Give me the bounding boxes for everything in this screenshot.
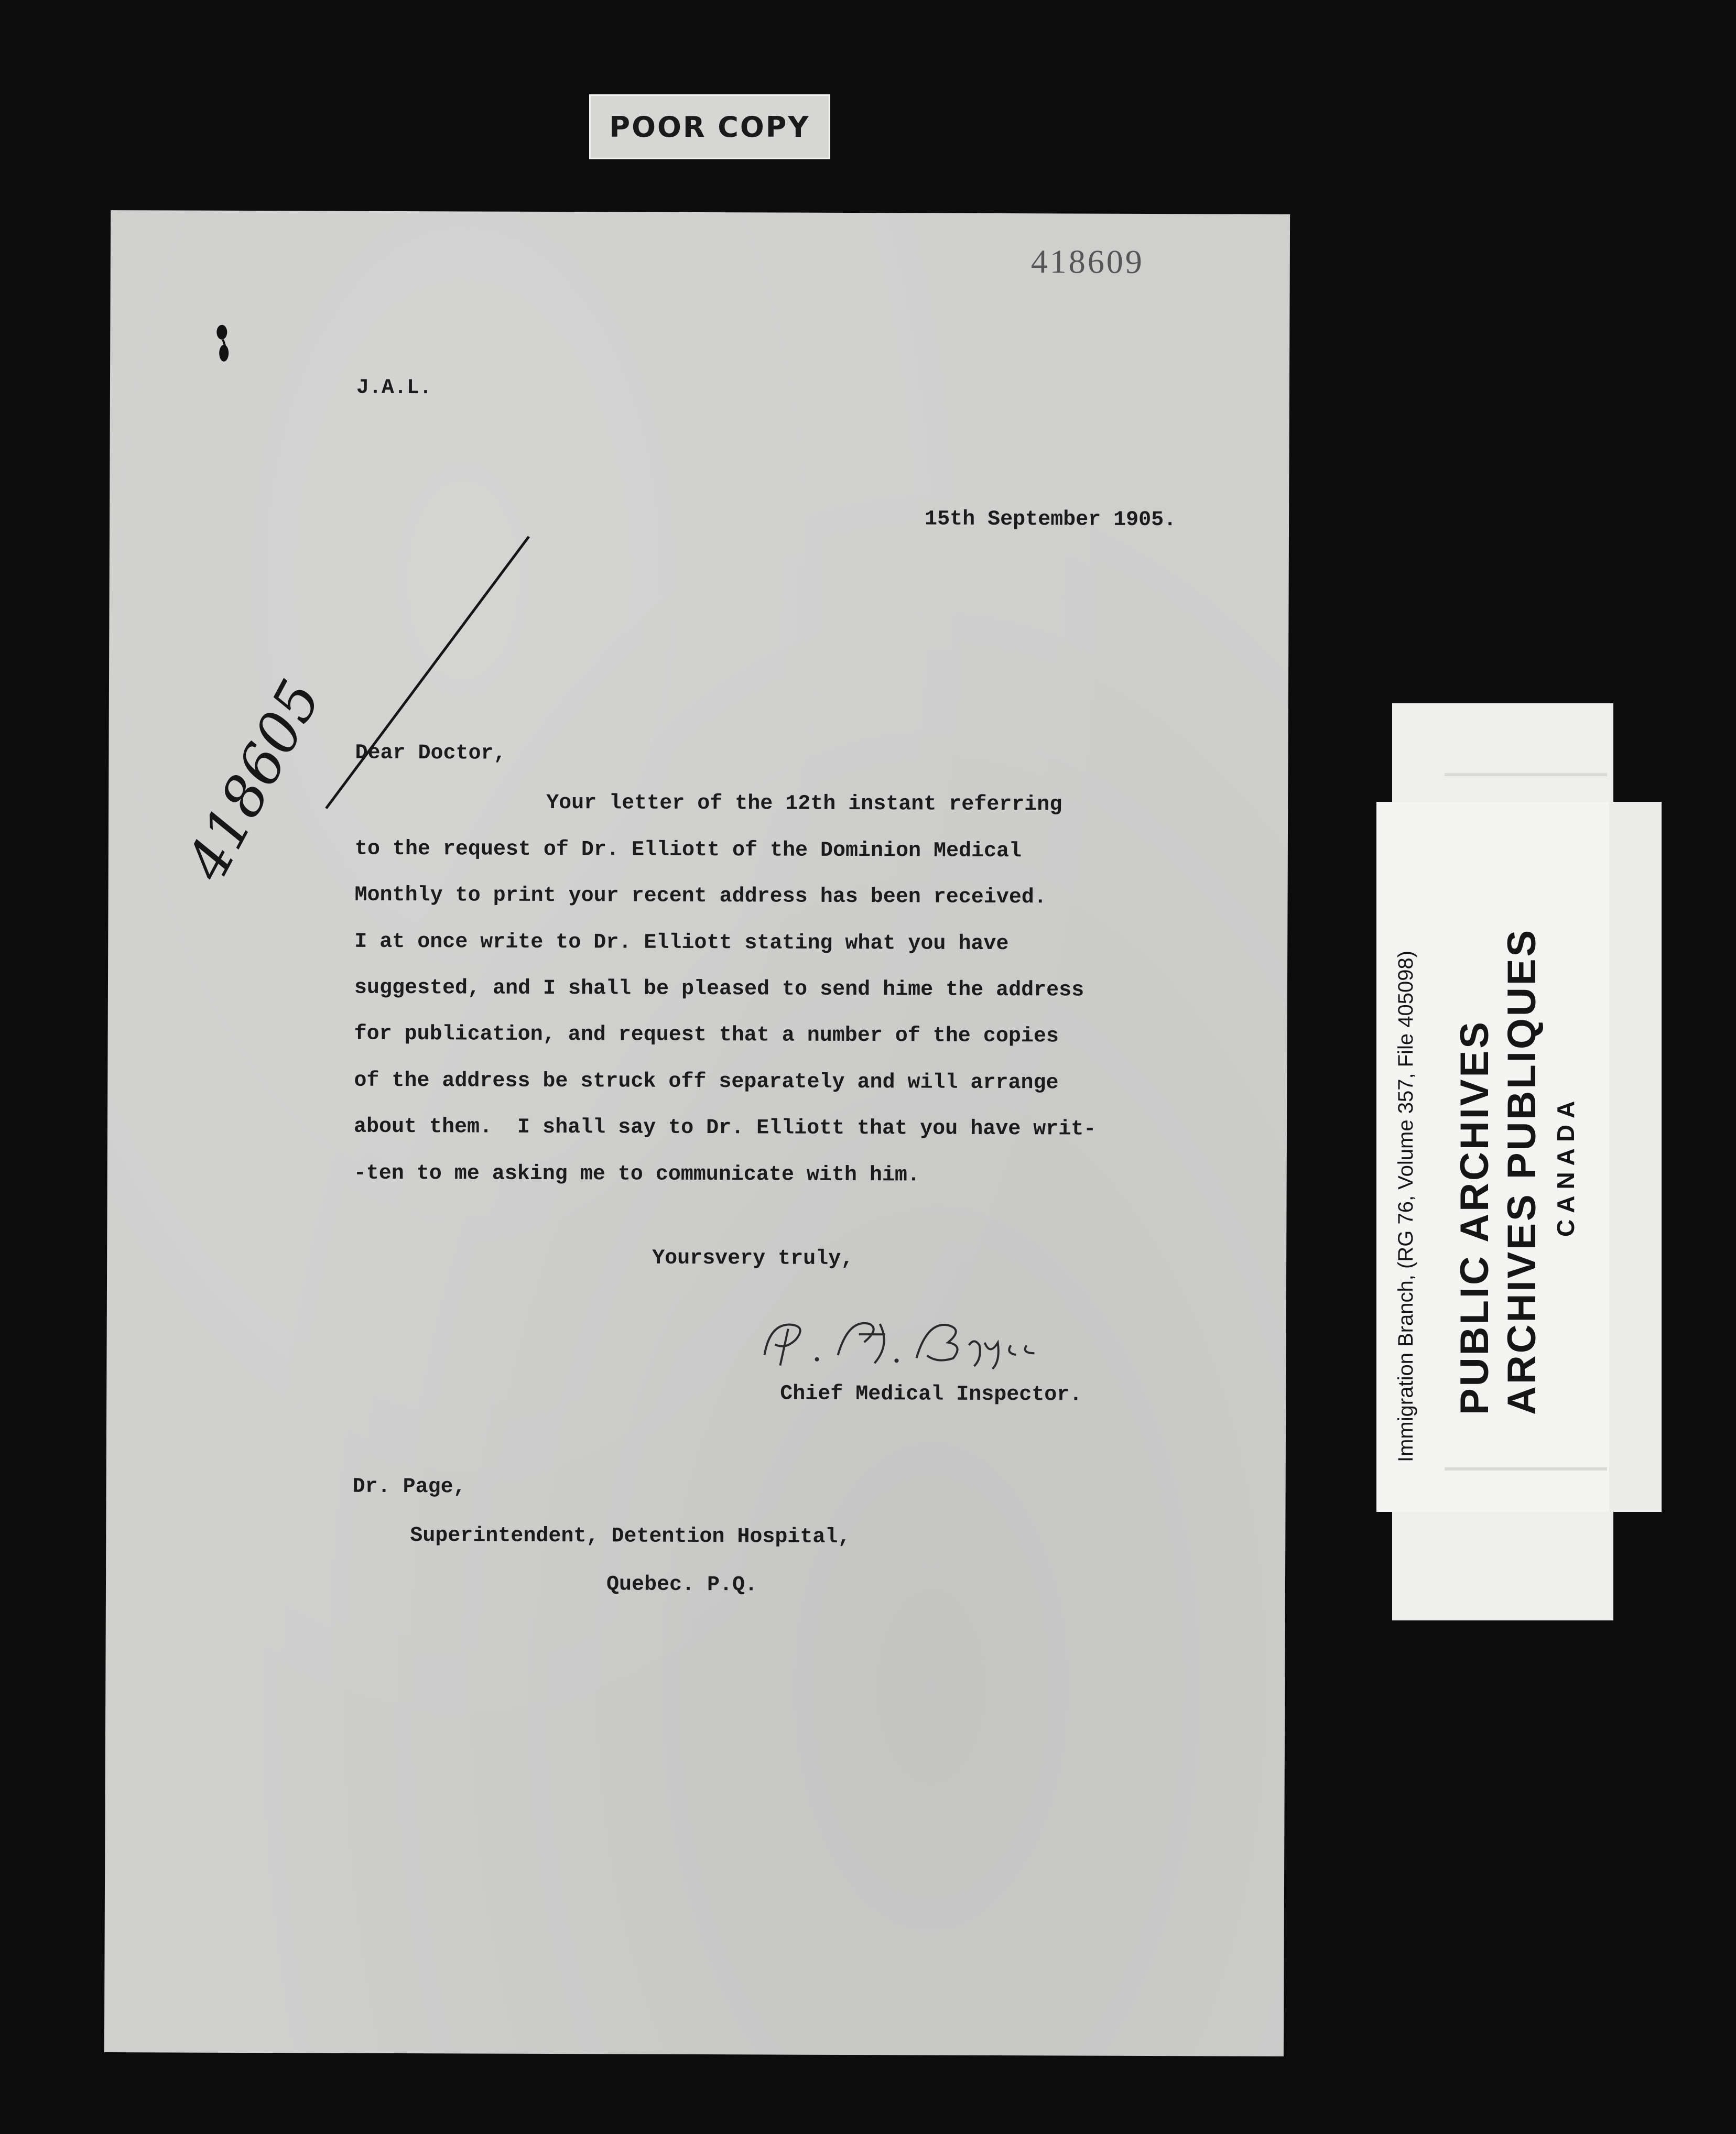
closing: Yoursvery truly, [652,1246,854,1271]
archive-country: CANADA [1552,1094,1579,1237]
body-line: of the address be struck off separately and will arrange [354,1069,1059,1095]
poor-copy-text: POOR COPY [609,110,810,144]
poor-copy-label [589,94,830,159]
handwritten-file-number: 418605 [173,670,334,891]
signature [759,1313,1053,1371]
tag-fold-line [1445,773,1607,776]
body-line: Your letter of the 12th instant referring [546,791,1062,817]
file-number-stamp: 418609 [1030,243,1144,280]
letter-page [104,210,1290,2056]
body-line: for publication, and request that a number of the copies [354,1022,1059,1049]
recipient-position: Superintendent, Detention Hospital, [410,1524,851,1550]
body-line: suggested, and I shall be pleased to send hime the address [354,976,1084,1003]
recipient-location: Quebec. P.Q. [606,1573,758,1597]
recipient-name: Dr. Page, [352,1475,466,1499]
archive-tag-strip [1609,802,1662,1512]
archive-name-fr: ARCHIVES PUBLIQUES [1500,928,1544,1415]
tag-fold-line [1445,1467,1607,1471]
body-line: to the request of Dr. Elliott of the Dominion Medical [354,837,1022,864]
letter-date: 15th September 1905. [925,507,1177,532]
body-line: -ten to me asking me to communicate with him. [353,1161,920,1188]
body-line: Monthly to print your recent address has been received. [354,883,1047,910]
signer-title: Chief Medical Inspector. [780,1382,1082,1407]
salutation: Dear Doctor, [355,741,506,766]
body-line: I at once write to Dr. Elliott stating what you have [354,930,1009,956]
ink-mark-icon [212,321,233,373]
archive-name-en: PUBLIC ARCHIVES [1452,1020,1497,1415]
archive-reference: Immigration Branch, (RG 76, Volume 357, File 405098) [1394,950,1417,1462]
initials: J.A.L. [356,376,432,400]
body-line: about them. I shall say to Dr. Elliott that you have writ- [353,1115,1097,1141]
